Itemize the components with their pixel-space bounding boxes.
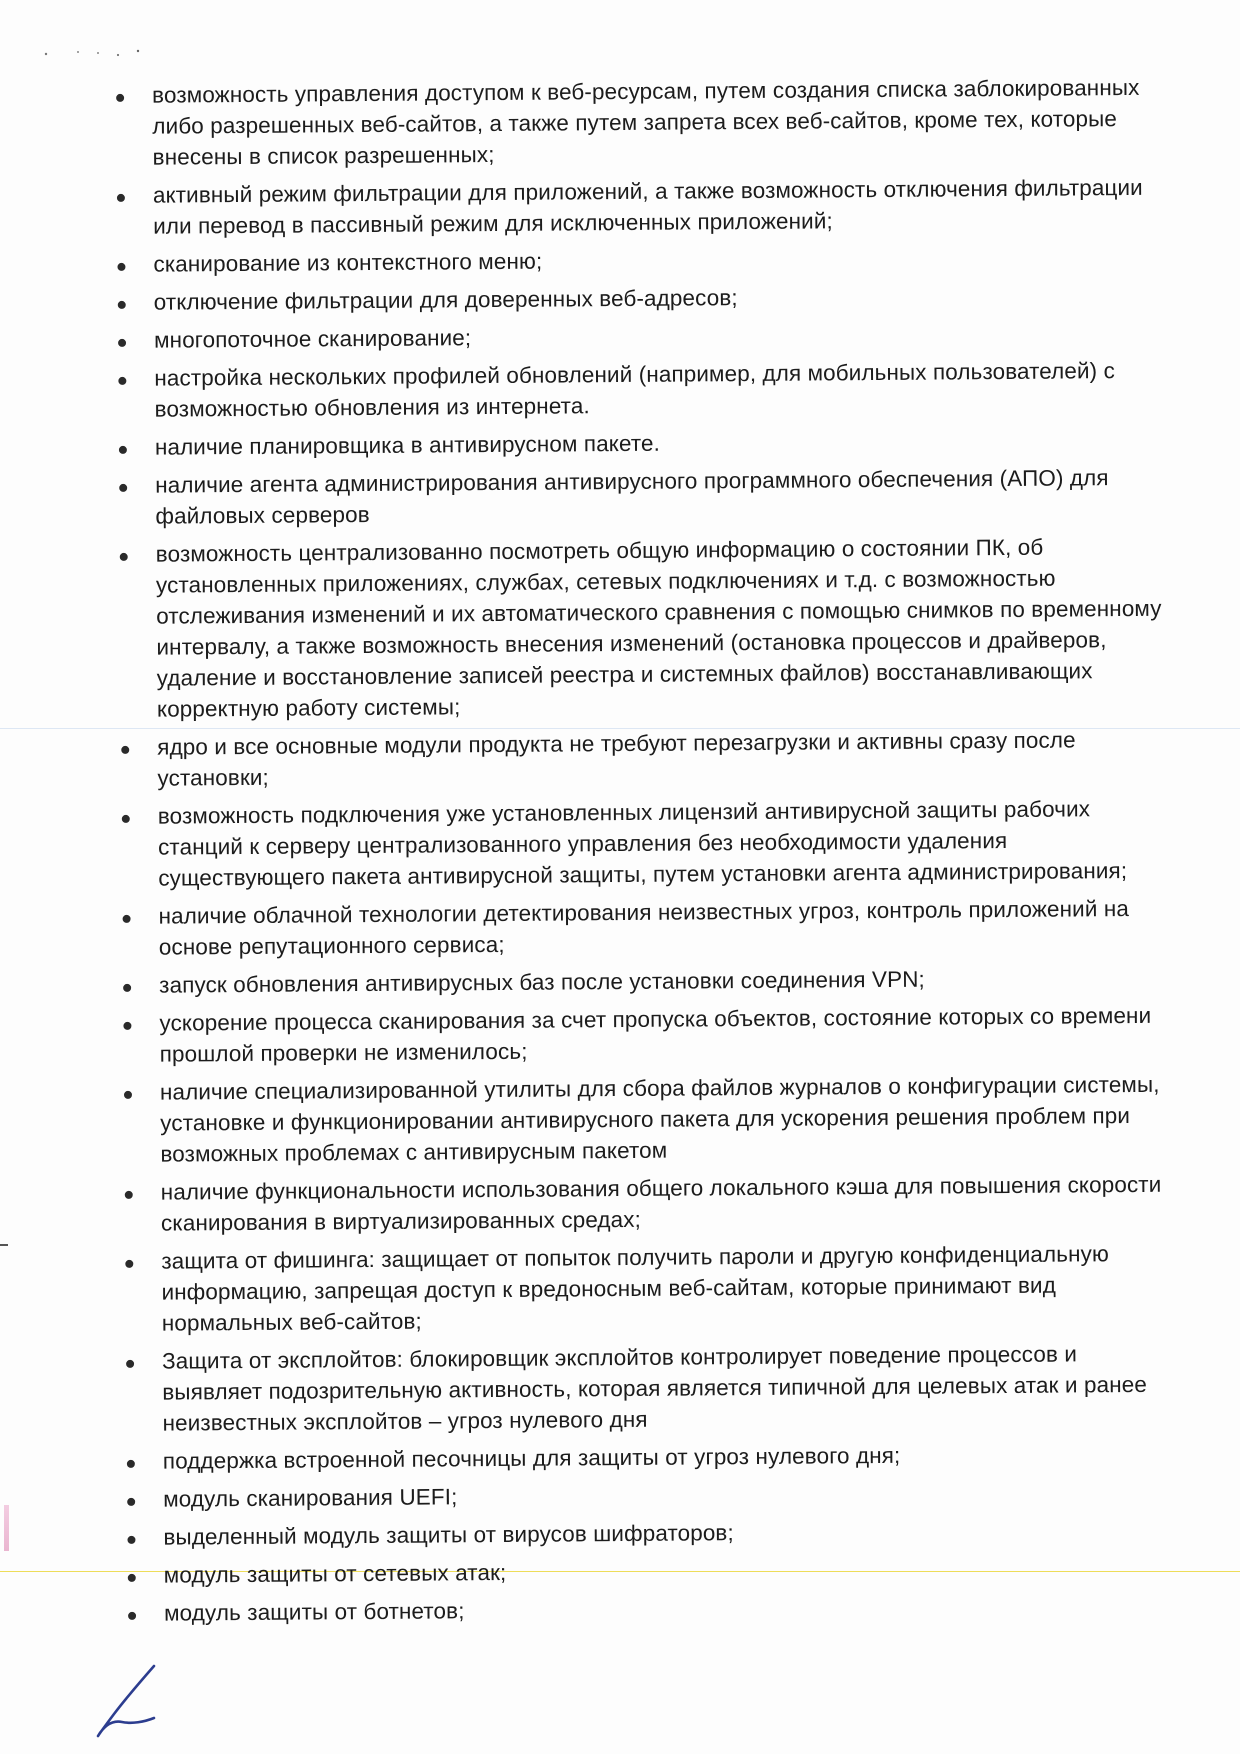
list-item xyxy=(123,1514,1183,1553)
bullet-dot-icon xyxy=(124,1091,132,1099)
list-item xyxy=(116,531,1177,725)
list-item-text: запуск обновления антивирусных баз после установки соединения VPN; xyxy=(159,966,925,998)
list-item-text: модуль защиты от сетевых атак; xyxy=(163,1559,507,1588)
list-item xyxy=(114,355,1174,425)
list-item xyxy=(114,279,1174,318)
list-item-text: наличие функциональности использования общего локального кэша для повышения скорости сканирования в виртуализированных средах; xyxy=(160,1171,1162,1236)
list-item-text: возможность подключения уже установленных лицензий антивирусной защиты рабочих станций к серверу централизованного управления без необходимости удаления существующего пакета антивирусной защиты, путем установки агента администрирования; xyxy=(157,796,1128,891)
bullet-dot-icon xyxy=(128,1574,136,1582)
requirements-list xyxy=(112,72,1184,1636)
list-item xyxy=(122,1338,1183,1439)
bullet-dot-icon xyxy=(117,263,125,271)
bullet-dot-icon xyxy=(118,301,126,309)
list-item xyxy=(115,424,1175,463)
list-item-text: ядро и все основные модули продукта не требуют перезагрузки и активны сразу после установки; xyxy=(157,727,1076,791)
list-item-text: Защита от эксплойтов: блокировщик эксплойтов контролирует поведение процессов и выявляет подозрительную активность, которая является типичной для целевых атак и ранее неизвестных эксплойтов – угроз нулевого дня xyxy=(161,1341,1147,1436)
bullet-dot-icon xyxy=(117,194,125,202)
bullet-dot-icon xyxy=(119,446,127,454)
margin-tick-mark xyxy=(0,1244,8,1246)
list-item-text: активный режим фильтрации для приложений, а также возможность отключения фильтрации или перевод в пассивный режим для исключенных приложений; xyxy=(152,174,1143,239)
list-item xyxy=(119,962,1179,1001)
list-item xyxy=(119,1000,1179,1070)
bullet-dot-icon xyxy=(118,339,126,347)
bullet-dot-icon xyxy=(119,484,127,492)
list-item xyxy=(117,724,1177,794)
list-item-text: наличие специализированной утилиты для сбора файлов журналов о конфигурации системы, установке и функционировании антивирусного пакета для ускорения решения проблем при возможных проблемах с антивирусным пакетом xyxy=(159,1071,1160,1167)
signature-mark xyxy=(92,1660,162,1740)
bullet-dot-icon xyxy=(121,746,129,754)
list-item-text: наличие облачной технологии детектирования неизвестных угроз, контроль приложений на основе репутационного сервиса; xyxy=(158,896,1130,960)
list-item-text: возможность управления доступом к веб-ресурсам, путем создания списка заблокированных либо разрешенных веб-сайтов, а также путем запрета всех веб-сайтов, кроме тех, которые внесены в список разрешенных; xyxy=(152,74,1140,170)
list-item-text: многопоточное сканирование; xyxy=(153,325,472,353)
list-item xyxy=(113,172,1173,242)
list-item xyxy=(124,1590,1184,1629)
list-item xyxy=(123,1476,1183,1515)
bullet-dot-icon xyxy=(123,984,131,992)
list-item xyxy=(113,241,1173,280)
list-item-text: отключение фильтрации для доверенных веб-адресов; xyxy=(153,285,738,315)
list-item xyxy=(114,317,1174,356)
list-item xyxy=(112,72,1173,173)
list-item xyxy=(121,1238,1182,1339)
bullet-dot-icon xyxy=(116,94,124,102)
bullet-dot-icon xyxy=(125,1191,133,1199)
bullet-dot-icon xyxy=(127,1498,135,1506)
bullet-dot-icon xyxy=(125,1260,133,1268)
list-item-text: наличие планировщика в антивирусном пакете. xyxy=(154,430,661,460)
list-item xyxy=(118,893,1178,963)
list-item-text: выделенный модуль защиты от вирусов шифраторов; xyxy=(163,1520,734,1550)
list-item xyxy=(118,793,1179,894)
list-item xyxy=(124,1552,1184,1591)
bullet-dot-icon xyxy=(120,553,128,561)
list-item xyxy=(123,1438,1183,1477)
list-item-text: наличие агента администрирования антивирусного программного обеспечения (АПО) для файловых серверов xyxy=(155,465,1109,529)
list-item-text: возможность централизованно посмотреть общую информацию о состоянии ПК, об установленных приложениях, службах, сетевых подключениях и т.д. с возможностью отслеживания изменений и их автоматического сравнения с помощью снимков по временному интервалу, а также возможность внесения изменений (остановка процессов и драйверов, удаление и восстановление записей реестра и системных файлов) восстанавливающих корректную работу системы; xyxy=(155,534,1162,722)
bullet-dot-icon xyxy=(127,1460,135,1468)
list-item-text: поддержка встроенной песочницы для защиты от угроз нулевого дня; xyxy=(162,1442,901,1474)
margin-color-mark xyxy=(4,1505,9,1551)
bullet-dot-icon xyxy=(128,1612,136,1620)
list-item-text: ускорение процесса сканирования за счет пропуска объектов, состояние которых со времени прошлой проверки не изменилось; xyxy=(159,1002,1152,1067)
bullet-dot-icon xyxy=(127,1536,135,1544)
bullet-dot-icon xyxy=(123,915,131,923)
scan-specks xyxy=(40,46,160,66)
list-item-text: настройка нескольких профилей обновлений (например, для мобильных пользователей) с возможностью обновления из интернета. xyxy=(154,358,1116,422)
list-item-text: защита от фишинга: защищает от попыток получить пароли и другую конфиденциальную информацию, запрещая доступ к вредоносным веб-сайтам, которые принимают вид нормальных веб-сайтов; xyxy=(161,1241,1109,1336)
list-item-text: модуль сканирования UEFI; xyxy=(163,1484,458,1512)
bullet-dot-icon xyxy=(122,815,130,823)
bullet-dot-icon xyxy=(126,1360,134,1368)
bullet-dot-icon xyxy=(123,1022,131,1030)
list-item-text: модуль защиты от ботнетов; xyxy=(163,1598,465,1626)
list-item xyxy=(120,1069,1181,1170)
list-item xyxy=(121,1169,1181,1239)
list-item-text: сканирование из контекстного меню; xyxy=(153,248,543,277)
bullet-dot-icon xyxy=(118,377,126,385)
list-item xyxy=(115,462,1175,532)
